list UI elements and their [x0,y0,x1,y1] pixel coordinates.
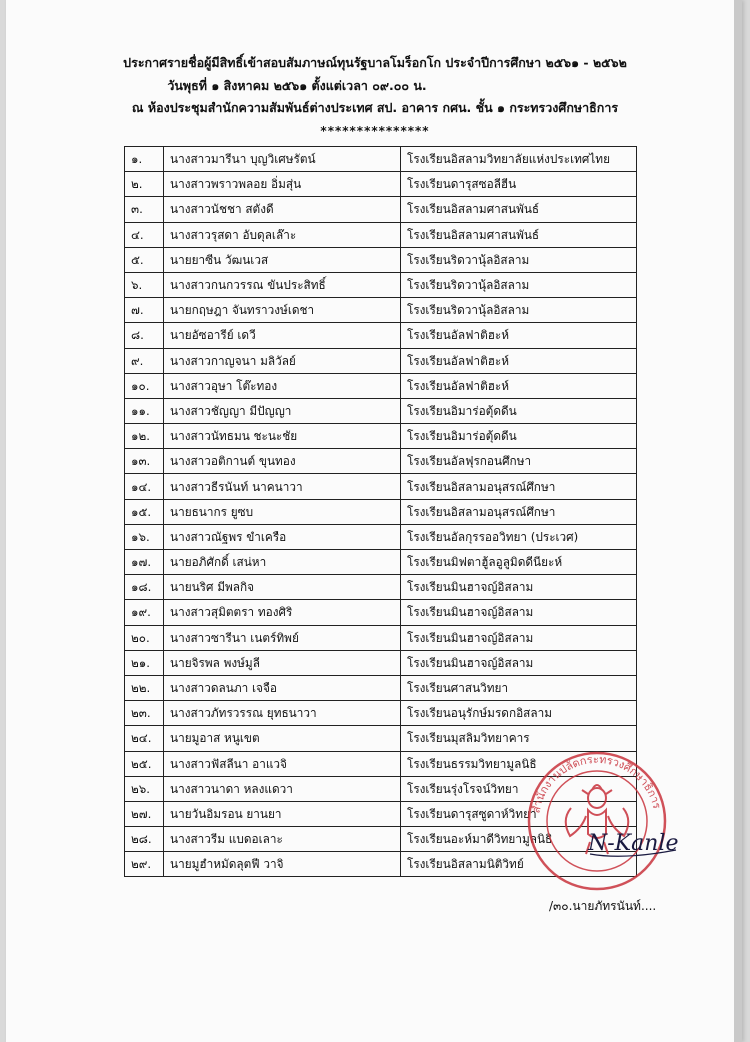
school-name: โรงเรียนอิสลามศาสนพันธ์ [401,197,637,222]
row-number: ๑๗. [125,550,164,575]
row-number: ๒๒. [125,675,164,700]
school-name: โรงเรียนธรรมวิทยามูลนิธิ [401,751,637,776]
candidate-name: นางสาวอุษา โต๊ะทอง [164,373,401,398]
candidate-name: นางสาวซารีนา เนตร์ทิพย์ [164,625,401,650]
candidate-name: นางสาวนัชชา สตังดี [164,197,401,222]
table-row [125,147,637,172]
school-name: โรงเรียนดารุสซูดาห์วิทยา [401,801,637,826]
candidate-name: นายกฤษฎา จันทราวงษ์เดชา [164,298,401,323]
row-number: ๖. [125,272,164,297]
table-row [125,550,637,575]
row-number: ๘. [125,323,164,348]
candidate-name: นางสาวกนกวรรณ ขันประสิทธิ์ [164,272,401,297]
school-name: โรงเรียนอิมาร่อตุ้ดดีน [401,398,637,423]
svg-text:N-Kanle: N-Kanle [588,831,679,856]
row-number: ๙. [125,348,164,373]
table-row [125,675,637,700]
school-name: โรงเรียนอิสลามอนุสรณ์ศึกษา [401,499,637,524]
table-row [125,172,637,197]
row-number: ๑๕. [125,499,164,524]
row-number: ๑๓. [125,449,164,474]
announcement-venue: ณ ห้องประชุมสำนักความสัมพันธ์ต่างประเทศ สป. อาคาร กศน. ชั้น ๑ กระทรวงศึกษาธิการ [131,100,619,115]
stamp-text: สำนักงานปลัดกระทรวงศึกษาธิการ [529,752,664,815]
row-number: ๑๙. [125,600,164,625]
school-name: โรงเรียนอิสลามอนุสรณ์ศึกษา [401,474,637,499]
signature [584,820,684,866]
announcement-title: ประกาศรายชื่อผู้มีสิทธิ์เข้าสอบสัมภาษณ์ทุนรัฐบาลโมร็อกโก ประจำปีการศึกษา ๒๕๖๑ - ๒๕๖๒ [123,55,627,70]
row-number: ๒๓. [125,701,164,726]
candidate-name: นางสาวมารีนา บุญวิเศษรัตน์ [164,147,401,172]
candidate-name: นางสาวพราวพลอย อิ่มสุ่น [164,172,401,197]
school-name: โรงเรียนมินฮาจญ์อิสลาม [401,575,637,600]
candidate-name: นางสาวรีม แบดอเลาะ [164,827,401,852]
table-row [125,348,637,373]
row-number: ๒. [125,172,164,197]
table-row [125,197,637,222]
school-name: โรงเรียนอัลฟาติฮะห์ [401,373,637,398]
candidate-name: นางสาวธีรนันท์ นาคนาวา [164,474,401,499]
candidate-name: นางสาวกาญจนา มลิวัลย์ [164,348,401,373]
table-row [125,650,637,675]
row-number: ๑๒. [125,424,164,449]
candidate-name: นางสาวสุมิตตรา ทองศิริ [164,600,401,625]
table-row [125,323,637,348]
row-number: ๒๑. [125,650,164,675]
table-row [125,247,637,272]
row-number: ๓. [125,197,164,222]
table-row [125,726,637,751]
table-row [125,222,637,247]
candidate-name: นางสาวฟัสลีนา อาแวจิ [164,751,401,776]
candidate-name: นางสาวรุสดา อับดุลเล๊าะ [164,222,401,247]
row-number: ๔. [125,222,164,247]
candidate-name: นางสาวชัญญา มีปัญญา [164,398,401,423]
candidate-name: นายอัซอารีย์ เดวี [164,323,401,348]
school-name: โรงเรียนมินฮาจญ์อิสลาม [401,625,637,650]
table-row [125,398,637,423]
row-number: ๑๘. [125,575,164,600]
table-row [125,298,637,323]
row-number: ๒๗. [125,801,164,826]
school-name: โรงเรียนศาสนวิทยา [401,675,637,700]
school-name: โรงเรียนอัลฟาติฮะห์ [401,323,637,348]
candidate-name: นายจิรพล พงษ์มูลี [164,650,401,675]
table-row [125,575,637,600]
row-number: ๒๙. [125,852,164,877]
school-name: โรงเรียนอนุรักษ์มรดกอิสลาม [401,701,637,726]
table-row [125,449,637,474]
school-name: โรงเรียนริดวานุ้ลอิสลาม [401,247,637,272]
candidate-name: นายวันอิมรอน ยานยา [164,801,401,826]
table-row [125,625,637,650]
school-name: โรงเรียนดารุสซอลีฮีน [401,172,637,197]
row-number: ๑๑. [125,398,164,423]
school-name: โรงเรียนอัลฟุรกอนศึกษา [401,449,637,474]
candidate-name: นายมูฮำหมัดลุตฟี วาจิ [164,852,401,877]
school-name: โรงเรียนมินฮาจญ์อิสลาม [401,600,637,625]
candidate-name: นายนริศ มีพลกิจ [164,575,401,600]
row-number: ๒๐. [125,625,164,650]
candidate-name: นางสาวอติกานต์ ขุนทอง [164,449,401,474]
row-number: ๑๔. [125,474,164,499]
table-row [125,272,637,297]
school-name: โรงเรียนมินฮาจญ์อิสลาม [401,650,637,675]
candidate-name: นางสาวนัทธมน ชะนะชัย [164,424,401,449]
candidate-name: นางสาวณัฐพร ขำเครือ [164,524,401,549]
row-number: ๗. [125,298,164,323]
row-number: ๒๔. [125,726,164,751]
school-name: โรงเรียนอัลกุรรออวิทยา (ประเวศ) [401,524,637,549]
announcement-date: วันพุธที่ ๑ สิงหาคม ๒๕๖๑ ตั้งแต่เวลา ๐๙.๐๐ น. [167,78,427,93]
school-name: โรงเรียนอิสลามวิทยาลัยแห่งประเทศไทย [401,147,637,172]
school-name: โรงเรียนรุ่งโรจน์วิทยา [401,776,637,801]
table-row [125,524,637,549]
table-row [125,499,637,524]
school-name: โรงเรียนอิสลามศาสนพันธ์ [401,222,637,247]
school-name: โรงเรียนริดวานุ้ลอิสลาม [401,272,637,297]
row-number: ๑๖. [125,524,164,549]
school-name: โรงเรียนอะห์มาดีวิทยามูลนิธิ [401,827,637,852]
table-row [125,373,637,398]
candidate-name: นางสาวภัทรวรรณ ยุทธนาวา [164,701,401,726]
candidate-name: นางสาวดลนภา เจจือ [164,675,401,700]
school-name: โรงเรียนมิฟตาฮู้ลอูลูมิดดีนียะห์ [401,550,637,575]
row-number: ๒๕. [125,751,164,776]
table-row [125,424,637,449]
table-row [125,701,637,726]
table-row [125,474,637,499]
candidate-name: นายธนากร ยูซบ [164,499,401,524]
separator-asterisks: *************** [320,124,430,138]
school-name: โรงเรียนมุสลิมวิทยาคาร [401,726,637,751]
continuation-note: /๓๐.นายภัทรนันท์.... [549,899,657,913]
row-number: ๒๘. [125,827,164,852]
row-number: ๒๖. [125,776,164,801]
page-edge-shadow [734,0,742,1042]
school-name: โรงเรียนริดวานุ้ลอิสลาม [401,298,637,323]
school-name: โรงเรียนอิสลามนิติวิทย์ [401,852,637,877]
school-name: โรงเรียนอิมาร่อตุ้ดดีน [401,424,637,449]
row-number: ๕. [125,247,164,272]
candidate-name: นายมูอาส หนูเขต [164,726,401,751]
row-number: ๑. [125,147,164,172]
table-row [125,600,637,625]
candidate-name: นายอภิศักดิ์ เสน่หา [164,550,401,575]
candidate-name: นายยาซีน วัฒนเวส [164,247,401,272]
school-name: โรงเรียนอัลฟาติฮะห์ [401,348,637,373]
candidate-name: นางสาวนาดา หลงแดวา [164,776,401,801]
row-number: ๑๐. [125,373,164,398]
